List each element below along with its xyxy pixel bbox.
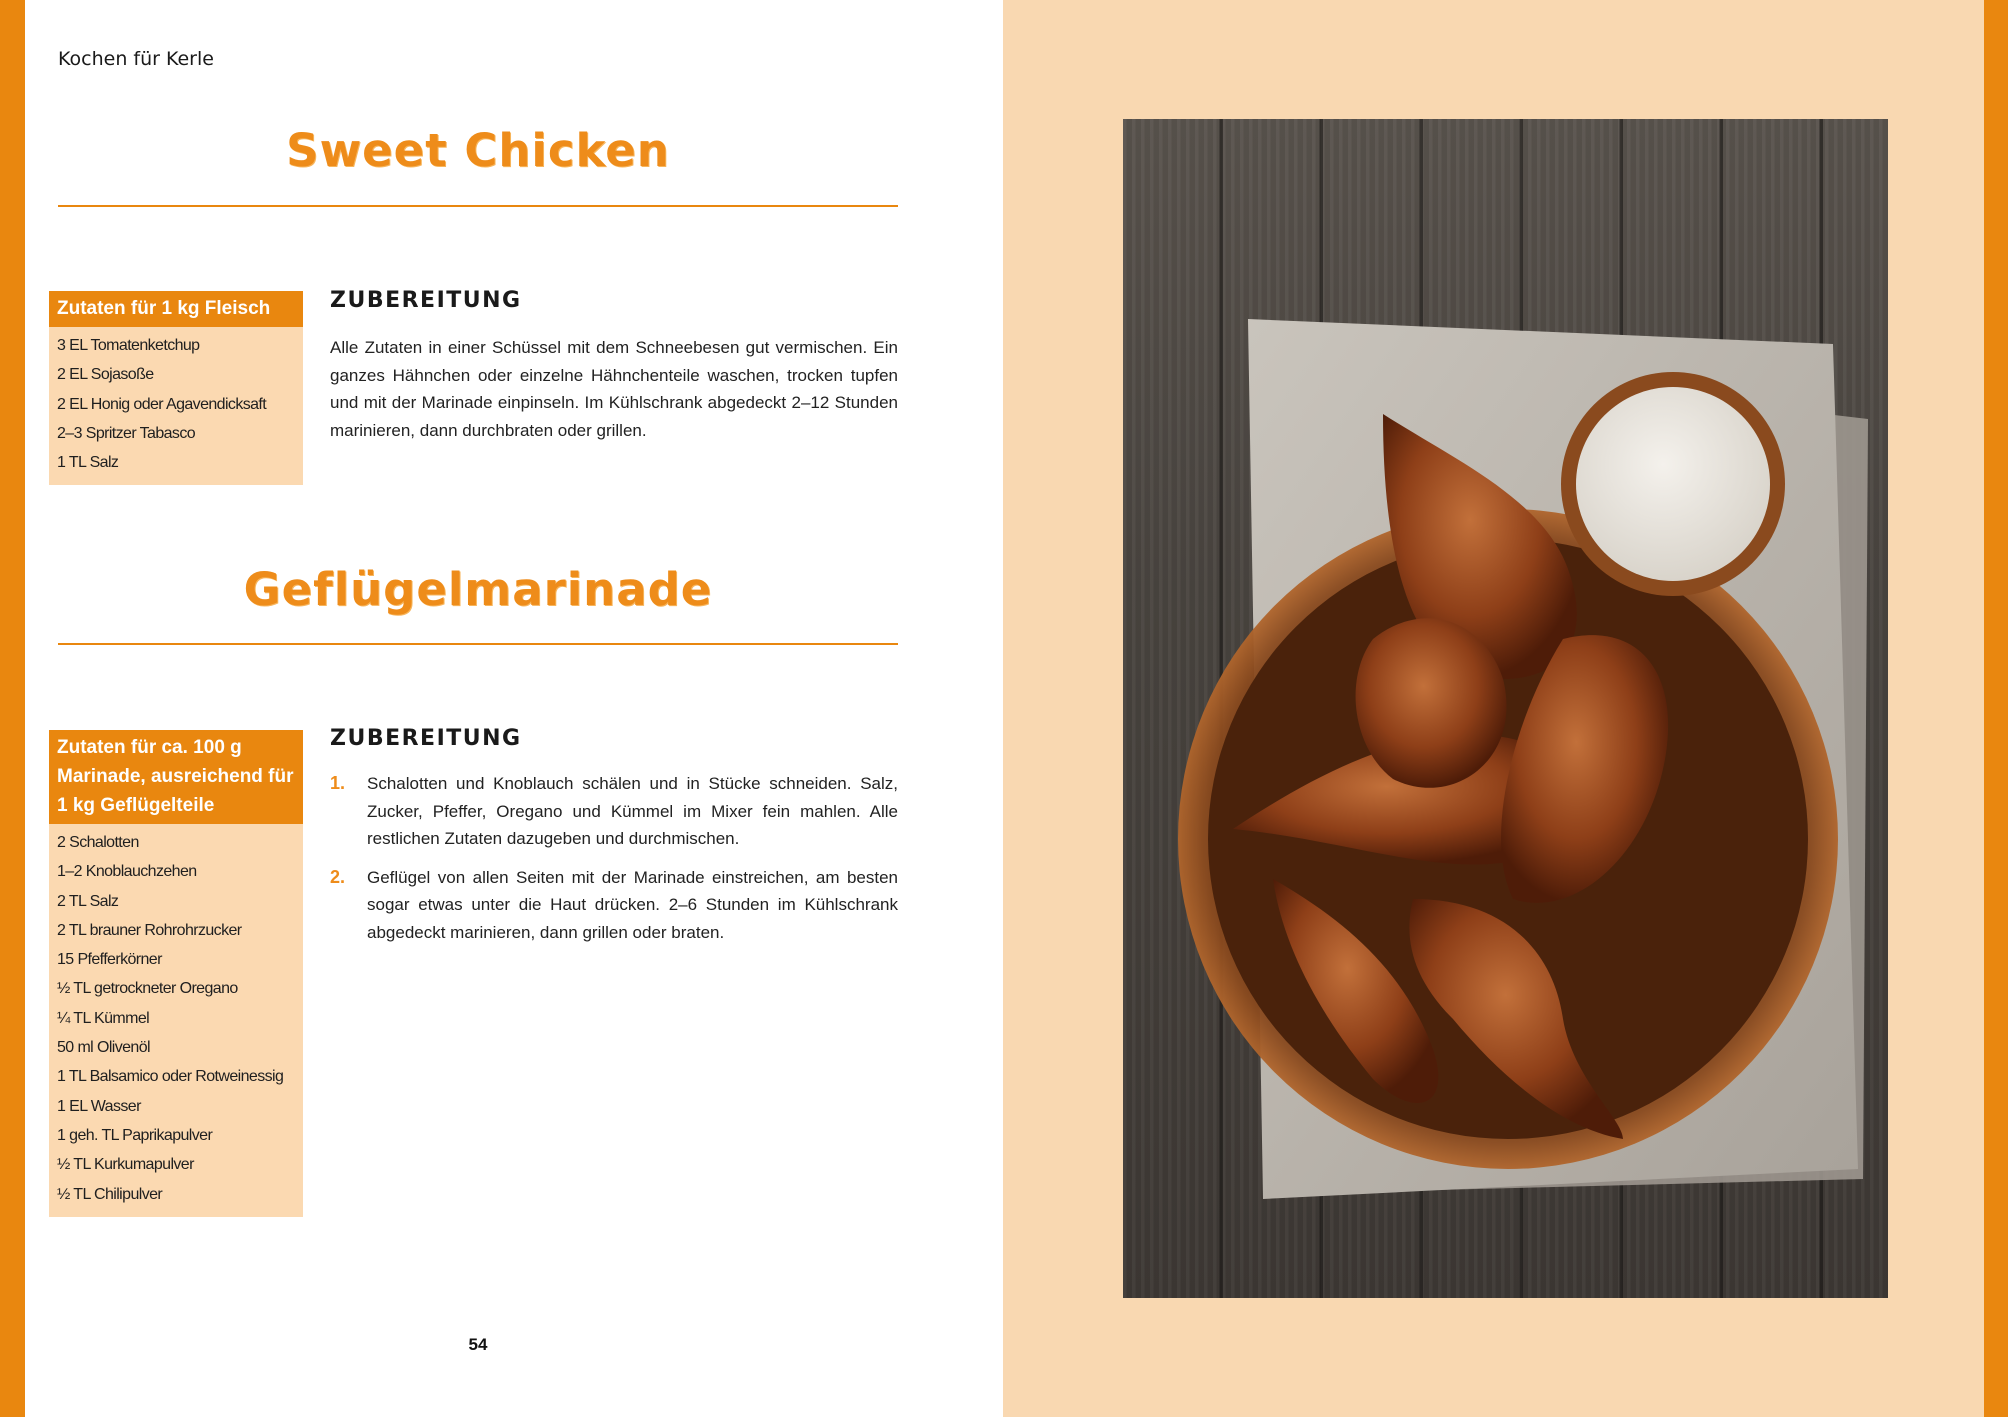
ingredient-item: ¼ TL Kümmel xyxy=(57,1009,150,1027)
recipe-title-sweet-chicken: Sweet Chicken xyxy=(286,124,670,177)
ingredient-item: 2 Schalotten xyxy=(57,834,139,851)
ingredient-item: 3 EL Tomatenketchup xyxy=(57,337,200,354)
step-number: 1. xyxy=(330,773,346,793)
ingredient-item: 1–2 Knoblauchzehen xyxy=(57,863,197,881)
ingredient-item: ½ TL Kurkumapulver xyxy=(57,1156,194,1174)
step-item xyxy=(330,864,898,947)
ingredients-list xyxy=(49,824,303,1217)
page-number: 54 xyxy=(468,1335,488,1354)
ingredients-box xyxy=(49,291,303,485)
food-photo xyxy=(1123,119,1888,1298)
ingredient-item: 1 TL Salz xyxy=(57,454,119,472)
ingredient-item: ½ TL Chilipulver xyxy=(57,1185,163,1203)
ingredients-heading: Zutaten für ca. 100 g Marinade, ausreichend für 1 kg Geflügelteile xyxy=(49,730,303,824)
ingredient-item: 2 TL brauner Rohrohrzucker xyxy=(57,921,242,939)
ingredient-item: 1 geh. TL Paprikapulver xyxy=(57,1126,213,1144)
running-header: Kochen für Kerle xyxy=(58,48,214,70)
ingredient-item: 2 TL Salz xyxy=(57,892,119,910)
right-page-edge xyxy=(1984,0,2008,1417)
preparation-text: Alle Zutaten in einer Schüssel mit dem Schneebesen gut vermischen. Ein ganzes Hähnchen oder einzelne Hähnchenteile waschen, trocken tupfen und mit der Marinade einpinseln. Im Kühlschrank abgedeckt 2–12 Stunden marinieren, dann durchbraten oder grillen. xyxy=(330,338,898,440)
ingredients-box xyxy=(49,730,303,1217)
ingredient-item: 1 EL Wasser xyxy=(57,1097,141,1115)
left-page-edge xyxy=(0,0,25,1417)
ingredient-item: 2 EL Honig oder Agavendicksaft xyxy=(57,395,267,413)
title-divider xyxy=(58,205,898,207)
ingredient-item: 1 TL Balsamico oder Rotweinessig xyxy=(57,1068,284,1086)
ingredient-item: 2–3 Spritzer Tabasco xyxy=(57,424,196,442)
step-text: Geflügel von allen Seiten mit der Marinade einstreichen, am besten sogar etwas unter die Haut drücken. 2–6 Stunden im Kühlschrank abgedeckt marinieren, dann grillen oder braten. xyxy=(367,867,898,942)
title-divider xyxy=(58,643,898,645)
preparation-heading: ZUBEREITUNG xyxy=(330,726,522,751)
step-text: Schalotten und Knoblauch schälen und in Stücke schneiden. Salz, Zucker, Pfeffer, Oregano und Kümmel im Mixer fein mahlen. Alle restlichen Zutaten dazugeben und durchmischen. xyxy=(367,774,898,848)
ingredients-list xyxy=(49,327,303,485)
food-photo-illustration xyxy=(1123,119,1888,1298)
preparation-heading: ZUBEREITUNG xyxy=(330,288,522,313)
step-item xyxy=(330,770,898,853)
ingredients-heading: Zutaten für 1 kg Fleisch xyxy=(49,291,303,327)
ingredient-item: 15 Pfefferkörner xyxy=(57,951,162,969)
preparation-steps xyxy=(330,770,898,957)
ingredient-item: ½ TL getrockneter Oregano xyxy=(57,980,238,998)
recipe-title-gefluegelmarinade: Geflügelmarinade xyxy=(243,563,713,616)
ingredient-item: 50 ml Olivenöl xyxy=(57,1039,150,1057)
ingredient-item: 2 EL Sojasoße xyxy=(57,366,154,384)
step-number: 2. xyxy=(330,866,346,887)
